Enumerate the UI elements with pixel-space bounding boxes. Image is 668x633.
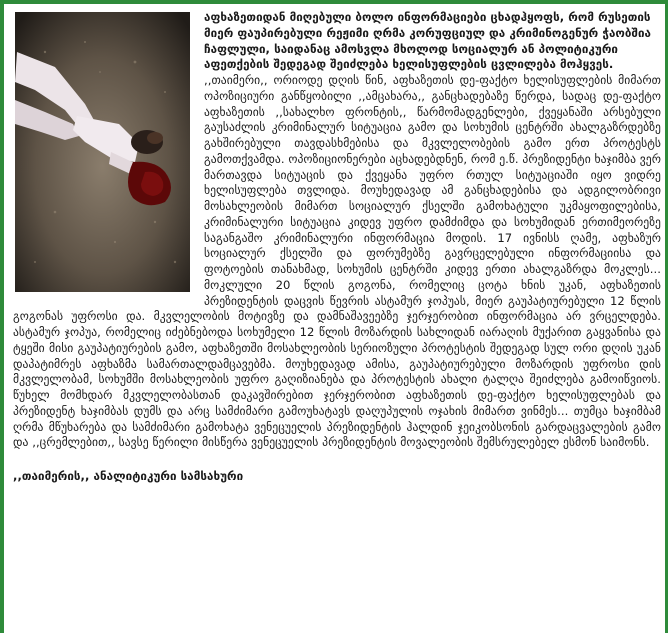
page-frame-top (0, 0, 668, 4)
news-article (13, 10, 661, 485)
article-photo (15, 12, 190, 292)
article-signature: ,,თაიმერის,, ანალიტიკური სამსახური (13, 469, 244, 483)
article-body: ,,თაიმერი,, ორიოდე დღის წინ, აფხაზეთის დე-ფაქტო ხელისუფლების მიმართ ოპოზიციური განწყობილი ,,ამცახარა,, განცხადებაზე წერდა, სადაც დე-ფაქტო აფხაზეთის ,,სახალხო ფრონტის,, წარმომადგენლები, ქვეყანაში არსებული გაუსაძლის კრიმინალურ სიტუაცია გამო და სოხუმის ცენტრში ახალგაზრდებზე გახშირებული თავდასხმებისა და მკვლელობების გამო ერთ პროტესტს გამოთქვამდა. ოპოზიციონერები აცხადებდნენ, რომ ე.წ. პრეზიდენტი ხაჯიმბა ვერ მართავდა სიტუაცის და ქვეყანა უფრო რთულ სიტუაციაში იყო ვიდრე ხელისუფლება თვლიდა. მოუხედავად ამ განცხადებისა და ადგილობრივი მოსახლეობის მიმართ სოციალურ ქსელში გამოხატული უკმაყოფილებისა, კრიმინალური სიტუაცია კიდევ უფრო დამძიმდა და სოხუმიდან ერთიმეორეზე საგანგაშო კრიმინალური ინფორმაცია მოდის. 17 ივნისს ღამე, აფხაზურ სოციალურ ქსელში და ფორუმებზე გავრცელებული ინფორმაციისა და ფოტოების თანახმად, სოხუმის ცენტრში კიდევ ერთი ახალგაზრდა მოკლეს... მოკლული 20 წლის გოგონა, რომელიც ცოტა ხნის უკან, აფხაზეთის პრეზიდენტის დაცვის წევრის ასტამურ ჯოპუას, მიერ გაუპატიურებული 12 წლის გოგონას უფროსი და. მკვლელობის მოტივზე და დამნაშავეებზე ჯერჯერობით ინფორმაცია არ ვრცელდება. ასტამურ ჯოპუა, რომელიც იძებნებოდა სოხუმელი 12 წლის მოზარდის სახლიდან იარაღის მუქარით გაყვანისა და ტყეში მისი გაუპატიურების გამო, აფხაზეთში მოსახლეობის სერიოზული პროტესტის შედეგად სულ ორი დღის უკან დაპატიმრეს აფხაზმა სამართალდამცავებმა. მოუხედავად ამისა, გაუპატიურებული მოზარდის უფროსი დის მკვლელობამ, სოხუმში მოსახლეობის უფრო გაღიზიანება და პროტესტის ახალი ტალღა შეიძლება გამოიწვიოს. წუხელ მომხდარ მკვლელობასთან დაკავშირებით ჯერჯერობით აფხაზეთის დე-ფაქტო ხელისუფლებას და პრეზიდენტ ხაჯიმბას დუმს და არც სამძიმარი გამოუხატავს დაღუპულის ოჯახის მიმართ ვინმეს... თუმცა ხაჯიმბამ ღრმა მწუხარება და სამძიმარი გამოხატა ვენეცუელის პრეზიდენტის ჰალდინ ჯეიკობსონის გარდაცვალების გამო და ,,ცრემლებით,, სავსე წერილი მისწერა ვენეცუელის პრეზიდენტის მოვალეობის შემსრულებელ ესმონ საიმონს. (13, 73, 661, 450)
page-frame-left (0, 0, 4, 633)
article-photo-image (15, 12, 190, 292)
article-lead: აფხაზეთიდან მიღებული ბოლო ინფორმაციები ცხადჰყოფს, რომ რუსეთის მიერ ფაუპირებული რეჟიმი ღრმა კორუფციულ და კრიმინოგენურ ჭაობშია ჩაფლული, საიდანაც ამოსვლა მხოლოდ სოციალურ ან პოლიტიკური აფეთქების შედეგად შეიძლება ხელისუფლების ცვლილება მოჰყვეს. (204, 10, 652, 72)
